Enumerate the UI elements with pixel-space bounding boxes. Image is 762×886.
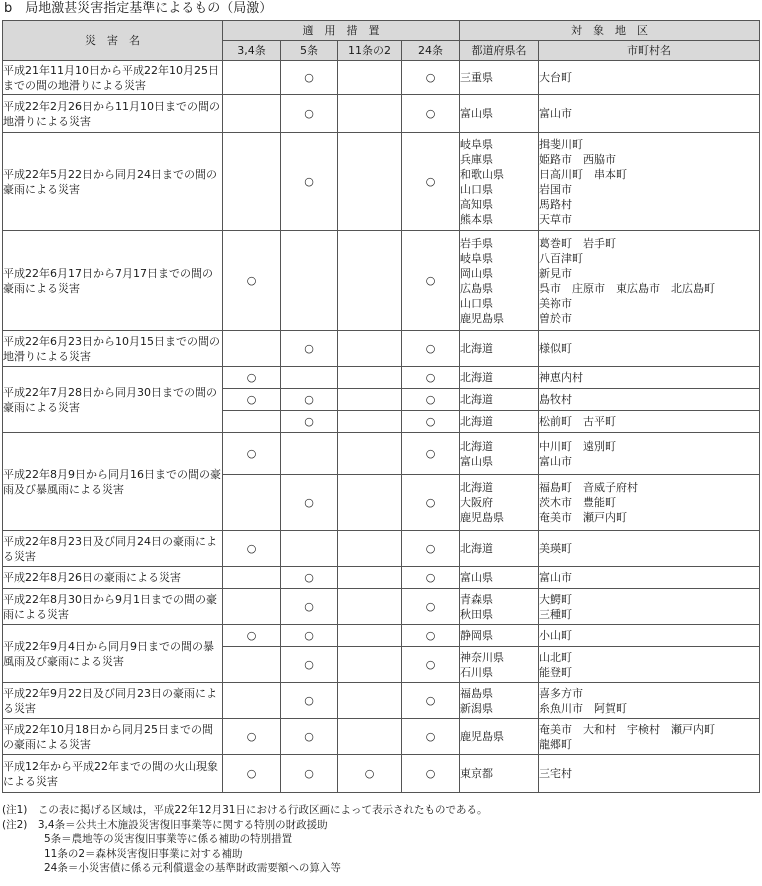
table-row [3,625,760,647]
measure-cell-col-24: ○ [402,755,460,793]
text-line: 岩手県 [460,236,493,250]
municipality-cell [539,433,760,475]
prefecture-cell [460,755,539,793]
measure-cell-col-5 [281,367,338,389]
prefecture-cell [460,367,539,389]
measure-cell-col-11-2 [338,589,402,625]
document-title: b 局地激甚災害指定基準によるもの（局激） [4,1,273,16]
table-row [3,589,760,625]
text-line: 北海道 [460,439,493,453]
measure-cell-col-3-4 [223,647,281,683]
text-line: 岡山県 [460,266,493,280]
measure-cell-col-5 [281,231,338,331]
municipality-cell [539,625,760,647]
measure-cell-col-5 [281,531,338,567]
text-line: 中川町 遠別町 [539,439,616,453]
text-line: 島牧村 [539,393,572,406]
measure-cell-col-11-2 [338,133,402,231]
text-line: 富山県 [460,107,493,120]
header-col-5: 5条 [281,41,338,61]
header-prefecture: 都道府県名 [460,41,539,61]
prefecture-cell [460,719,539,755]
text-line: 和歌山県 [460,167,504,181]
measure-cell-col-11-2 [338,567,402,589]
note-1: (注1) この表に掲げる区域は，平成22年12月31日における行政区画によって表示されたものである。 [2,804,488,816]
measure-cell-col-24: ○ [402,433,460,475]
measure-cell-col-5: ○ [281,567,338,589]
disaster-name-cell: 平成22年2月26日から11月10日までの間の地滑りによる災害 [3,95,223,133]
disaster-name-cell: 平成22年9月22日及び同月23日の豪雨による災害 [3,683,223,719]
text-line: 三種町 [539,607,572,621]
text-line: 美祢市 [539,296,572,310]
disaster-name-cell: 平成22年5月22日から同月24日までの間の豪雨による災害 [3,133,223,231]
measure-cell-col-5 [281,433,338,475]
measure-cell-col-3-4: ○ [223,231,281,331]
measure-cell-col-11-2 [338,331,402,367]
measure-cell-col-11-2 [338,647,402,683]
measure-cell-col-5: ○ [281,95,338,133]
measure-cell-col-5: ○ [281,755,338,793]
municipality-cell [539,331,760,367]
municipality-cell [539,231,760,331]
measure-cell-col-3-4 [223,133,281,231]
notes [2,803,759,876]
disaster-name-cell: 平成21年11月10日から平成22年10月25日までの間の地滑りによる災害 [3,61,223,95]
text-line: 北海道 [460,542,493,555]
text-line: 大鰐町 [539,592,572,606]
text-line: 喜多方市 [539,686,583,700]
disaster-name-cell: 平成22年8月30日から9月1日までの間の豪雨による災害 [3,589,223,625]
measure-cell-col-5: ○ [281,411,338,433]
municipality-cell [539,719,760,755]
text-line: 小山町 [539,629,572,642]
text-line: 岐阜県 [460,137,493,151]
text-line: 東京都 [460,767,493,780]
text-line: 熊本県 [460,212,493,226]
prefecture-cell [460,683,539,719]
municipality-cell [539,475,760,531]
measure-cell-col-5: ○ [281,331,338,367]
text-line: 天草市 [539,212,572,226]
municipality-cell [539,367,760,389]
text-line: 姫路市 西脇市 [539,152,616,166]
table-row [3,61,760,95]
prefecture-cell [460,647,539,683]
text-line: 龍郷町 [539,737,572,751]
text-line: 北海道 [460,481,493,494]
text-line: 兵庫県 [460,152,493,166]
measure-cell-col-3-4 [223,683,281,719]
table-row [3,95,760,133]
measure-cell-col-5: ○ [281,389,338,411]
text-line: 三宅村 [539,767,572,780]
note-2: (注2) 3,4条＝公共土木施設災害復旧事業等に関する特別の財政援助 [2,818,328,831]
measure-cell-col-3-4 [223,589,281,625]
note-def-11-2: 11条の2＝森林災害復旧事業に対する補助 [44,847,243,860]
measure-cell-col-24: ○ [402,95,460,133]
header-disaster-name: 災 害 名 [3,21,223,61]
measure-cell-col-3-4 [223,475,281,531]
disaster-name-cell: 平成22年8月9日から同月16日までの間の豪雨及び暴風雨による災害 [3,433,223,531]
municipality-cell [539,95,760,133]
text-line: 奄美市 瀬戸内町 [539,511,627,524]
prefecture-cell [460,331,539,367]
measure-cell-col-24: ○ [402,589,460,625]
measure-cell-col-11-2 [338,61,402,95]
text-line: 曽於市 [539,311,572,325]
text-line: 新潟県 [460,701,493,715]
header-measures: 適 用 措 置 [223,21,460,41]
prefecture-cell [460,589,539,625]
measure-cell-col-11-2 [338,367,402,389]
header-col-3-4: 3,4条 [223,41,281,61]
prefecture-cell [460,61,539,95]
disaster-name-cell: 平成22年8月23日及び同月24日の豪雨による災害 [3,531,223,567]
measure-cell-col-24: ○ [402,133,460,231]
measure-cell-col-11-2 [338,433,402,475]
text-line: 能登町 [539,665,572,679]
text-line: 山北町 [539,650,572,664]
note-def-24: 24条＝小災害債に係る元利償還金の基準財政需要額への算入等 [44,862,341,874]
measure-cell-col-5: ○ [281,475,338,531]
measure-cell-col-11-2 [338,411,402,433]
measure-cell-col-5: ○ [281,647,338,683]
measure-cell-col-24: ○ [402,625,460,647]
text-line: 秋田県 [460,607,493,621]
text-line: 葛巻町 岩手町 [539,236,616,250]
municipality-cell [539,755,760,793]
measure-cell-col-3-4 [223,331,281,367]
text-line: 大台町 [539,71,572,84]
table-row [3,755,760,793]
measure-cell-col-11-2 [338,95,402,133]
measure-cell-col-5: ○ [281,133,338,231]
measure-cell-col-3-4 [223,95,281,133]
measure-cell-col-24: ○ [402,61,460,95]
table-row [3,433,760,475]
prefecture-cell [460,475,539,531]
measure-cell-col-24: ○ [402,331,460,367]
measure-cell-col-11-2 [338,475,402,531]
text-line: 鹿児島県 [460,730,504,743]
text-line: 三重県 [460,71,493,84]
measure-cell-col-3-4: ○ [223,389,281,411]
text-line: 鹿児島県 [460,311,504,325]
text-line: 馬路村 [539,197,572,211]
text-line: 石川県 [460,665,493,679]
text-line: 福島県 [460,686,493,700]
measure-cell-col-24: ○ [402,647,460,683]
measure-cell-col-24: ○ [402,683,460,719]
text-line: 広島県 [460,281,493,295]
measure-cell-col-24: ○ [402,411,460,433]
measure-cell-col-24: ○ [402,567,460,589]
text-line: 呉市 庄原市 東広島市 北広島町 [539,281,715,295]
measure-cell-col-5: ○ [281,589,338,625]
measure-cell-col-5: ○ [281,61,338,95]
measure-cell-col-5: ○ [281,625,338,647]
measure-cell-col-24: ○ [402,389,460,411]
text-line: 富山県 [460,454,493,468]
measure-cell-col-24: ○ [402,531,460,567]
municipality-cell [539,133,760,231]
measure-cell-col-3-4 [223,61,281,95]
disaster-name-cell: 平成22年6月23日から10月15日までの間の地滑りによる災害 [3,331,223,367]
text-line: 北海道 [460,342,493,355]
measure-cell-col-3-4: ○ [223,367,281,389]
measure-cell-col-3-4: ○ [223,755,281,793]
municipality-cell [539,531,760,567]
header-col-24: 24条 [402,41,460,61]
text-line: 富山市 [539,571,572,584]
text-line: 富山県 [460,571,493,584]
text-line: 高知県 [460,197,493,211]
text-line: 神奈川県 [460,650,504,664]
disaster-table [2,20,760,793]
measure-cell-col-11-2 [338,625,402,647]
text-line: 富山市 [539,454,572,468]
municipality-cell [539,683,760,719]
header-region: 対 象 地 区 [460,21,760,41]
prefecture-cell [460,95,539,133]
text-line: 松前町 古平町 [539,415,616,428]
measure-cell-col-11-2 [338,683,402,719]
disaster-name-cell: 平成22年7月28日から同月30日までの間の豪雨による災害 [3,367,223,433]
header-col-11-2: 11条の2 [338,41,402,61]
prefecture-cell [460,411,539,433]
table-row [3,231,760,331]
measure-cell-col-11-2 [338,231,402,331]
table-row [3,531,760,567]
municipality-cell [539,61,760,95]
text-line: 鹿児島県 [460,511,504,524]
table-row [3,331,760,367]
municipality-cell [539,567,760,589]
text-line: 奄美市 大和村 宇検村 瀬戸内町 [539,722,715,736]
text-line: 大阪府 [460,496,493,509]
table-row [3,367,760,389]
text-line: 美瑛町 [539,542,572,555]
text-line: 北海道 [460,415,493,428]
disaster-name-cell: 平成22年8月26日の豪雨による災害 [3,567,223,589]
measure-cell-col-3-4: ○ [223,531,281,567]
measure-cell-col-5: ○ [281,719,338,755]
measure-cell-col-11-2 [338,531,402,567]
text-line: 日高川町 串本町 [539,167,627,181]
prefecture-cell [460,389,539,411]
prefecture-cell [460,567,539,589]
prefecture-cell [460,133,539,231]
text-line: 揖斐川町 [539,137,583,151]
measure-cell-col-24: ○ [402,367,460,389]
text-line: 北海道 [460,393,493,406]
measure-cell-col-3-4: ○ [223,433,281,475]
measure-cell-col-11-2: ○ [338,755,402,793]
text-line: 新見市 [539,266,572,280]
header-city: 市町村名 [539,41,760,61]
text-line: 福島町 音威子府村 [539,481,638,494]
measure-cell-col-3-4: ○ [223,625,281,647]
text-line: 神恵内村 [539,371,583,384]
text-line: 八百津町 [539,251,583,265]
measure-cell-col-5: ○ [281,683,338,719]
table-row [3,683,760,719]
measure-cell-col-24: ○ [402,475,460,531]
prefecture-cell [460,625,539,647]
disaster-name-cell: 平成22年10月18日から同月25日までの間の豪雨による災害 [3,719,223,755]
municipality-cell [539,389,760,411]
measure-cell-col-24: ○ [402,231,460,331]
table-body [3,61,760,793]
prefecture-cell [460,231,539,331]
text-line: 糸魚川市 阿賀町 [539,701,627,715]
measure-cell-col-3-4 [223,411,281,433]
text-line: 青森県 [460,592,493,606]
text-line: 山口県 [460,182,493,196]
disaster-name-cell: 平成22年9月4日から同月9日までの間の暴風雨及び豪雨による災害 [3,625,223,683]
measure-cell-col-11-2 [338,719,402,755]
table-row [3,567,760,589]
table-row [3,133,760,231]
municipality-cell [539,411,760,433]
disaster-name-cell: 平成12年から平成22年までの間の火山現象による災害 [3,755,223,793]
text-line: 富山市 [539,107,572,120]
note-def-5: 5条＝農地等の災害復旧事業等に係る補助の特別措置 [44,833,293,845]
measure-cell-col-3-4 [223,567,281,589]
municipality-cell [539,589,760,625]
text-line: 北海道 [460,371,493,384]
text-line: 静岡県 [460,629,493,642]
text-line: 岐阜県 [460,251,493,265]
disaster-name-cell: 平成22年6月17日から7月17日までの間の豪雨による災害 [3,231,223,331]
measure-cell-col-3-4: ○ [223,719,281,755]
prefecture-cell [460,433,539,475]
municipality-cell [539,647,760,683]
measure-cell-col-24: ○ [402,719,460,755]
text-line: 茨木市 豊能町 [539,496,616,509]
text-line: 山口県 [460,296,493,310]
prefecture-cell [460,531,539,567]
text-line: 様似町 [539,342,572,355]
text-line: 岩国市 [539,182,572,196]
measure-cell-col-11-2 [338,389,402,411]
table-row [3,719,760,755]
